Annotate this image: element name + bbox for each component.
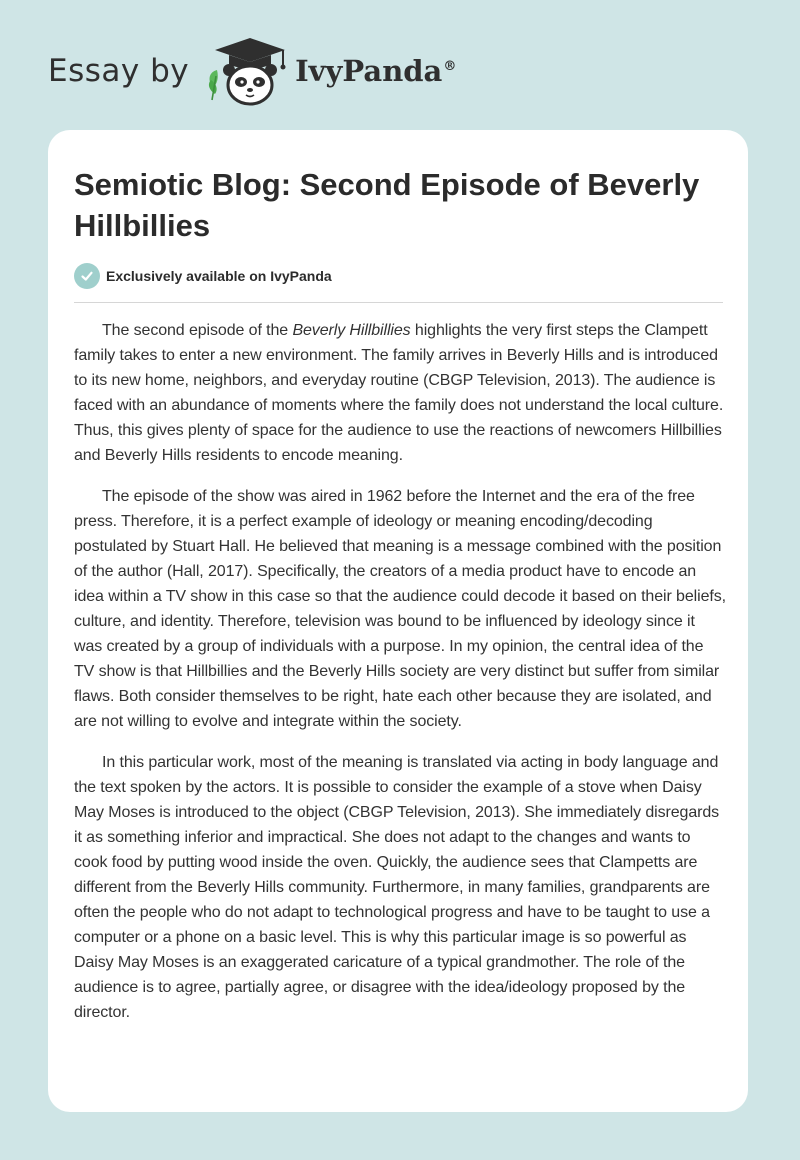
show-title-italic: Beverly Hillbillies: [292, 322, 411, 339]
paragraph-1: [74, 318, 726, 468]
article-body: [74, 318, 726, 1041]
panda-graduate-icon: [203, 36, 289, 106]
check-icon: [74, 263, 100, 289]
brand-name: [295, 54, 456, 88]
brand-name-text: IvyPanda: [295, 54, 443, 88]
registered-mark: ®: [443, 59, 457, 75]
exclusive-badge: [74, 263, 332, 289]
exclusive-badge-label: Exclusively available on IvyPanda: [106, 268, 332, 284]
paragraph-2: The episode of the show was aired in 1962 before the Internet and the era of the free press. Therefore, it is a perfect example of ideology or meaning encoding/decoding postulated by Stuart Hall. He believed that meaning is a message combined with the position of the author (Hall, 2017). Specifically, the creators of a media product have to encode an idea within a TV show in this case so that the audience could decode it based on their beliefs, culture, and identity. Therefore, television was bound to be influenced by ideology since it was created by a group of individuals with a purpose. In my opinion, the central idea of the TV show is that Hillbillies and the Beverly Hills society are very distinct but suffer from similar flaws. Both consider themselves to be right, hate each other because they are isolated, and are not willing to evolve and integrate within the society.: [74, 488, 726, 730]
paragraph-1-intro: The second episode of the: [102, 322, 293, 339]
essay-by-label: Essay by: [48, 53, 190, 89]
divider: [74, 302, 723, 303]
site-header: [48, 36, 456, 106]
leaf-icon: [209, 70, 218, 100]
paragraph-3: In this particular work, most of the meaning is translated via acting in body language and the text spoken by the actors. It is possible to consider the example of a stove when Daisy May Moses is introduced to the object (CBGP Television, 2013). She immediately disregards it as something inferior and impractical. She does not adapt to the changes and wants to cook food by putting wood inside the oven. Quickly, the audience sees that Clampetts are different from the Beverly Hills community. Furthermore, in many families, grandparents are often the people who do not adapt to technological progress and have to be taught to use a computer or a phone on a basic level. This is why this particular image is so powerful as Daisy May Moses is an exaggerated caricature of a typical grandmother. The role of the audience is to agree, partially agree, or disagree with the idea/ideology proposed by the director.: [74, 754, 720, 1021]
article-card: [48, 130, 748, 1112]
article-title: Semiotic Blog: Second Episode of Beverly Hillbillies: [74, 167, 700, 243]
paragraph-1-rest: highlights the very first steps the Clampett family takes to enter a new environment. The family arrives in Beverly Hills and is introduced to its new home, neighbors, and everyday routine (CBGP Television, 2013). The audience is faced with an abundance of moments where the family does not understand the local culture. Thus, this gives plenty of space for the audience to use the reactions of newcomers Hillbillies and Beverly Hills residents to encode meaning.: [74, 322, 724, 464]
